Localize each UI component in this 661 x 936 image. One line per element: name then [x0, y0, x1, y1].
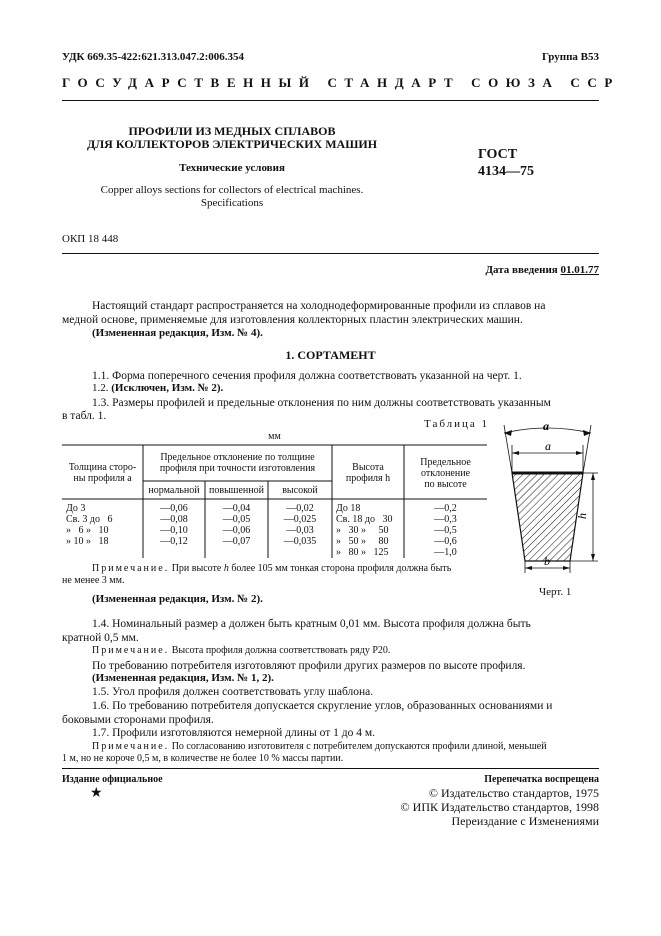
official-edition: Издание официальное: [62, 774, 163, 785]
clause-1-1: 1.1. Форма поперечного сечения профиля должна соответствовать указанной на черт. 1.: [92, 370, 522, 382]
intro-line-1: Настоящий стандарт распространяется на холоднодеформированные профили из сплавов на: [92, 300, 546, 312]
table-cell-a: » 10 » 18: [66, 536, 109, 547]
table-cell-i: —0,04: [222, 503, 251, 514]
clause-1-2-number: 1.2.: [92, 382, 109, 394]
table-cell-hd: —0,5: [434, 525, 457, 536]
table-cell-h: [268, 547, 332, 558]
table-row: [62, 536, 487, 547]
th-height-line-1: Высота: [352, 462, 384, 473]
okp-code: ОКП 18 448: [62, 233, 119, 245]
footer-divider: [62, 768, 599, 769]
table-cell-n: —0,10: [160, 525, 188, 536]
th-deviation-line-1: Предельное отклонение по толщине: [160, 452, 315, 463]
th-hdev-line-1: Предельное: [420, 457, 471, 468]
clause-1-3-line-1: 1.3. Размеры профилей и предельные отклонения по ним должны соответствовать указанным: [92, 397, 551, 409]
table-cell-hd: —0,3: [434, 514, 457, 525]
table-cell-height: » 30 » 50: [336, 525, 389, 536]
table-cell-height: » 50 » 80: [336, 536, 389, 547]
th-deviation-line-2: профиля при точности изготовления: [159, 463, 316, 474]
note-3-line-2: 1 м, но не короче 0,5 м, в количестве не более 10 % массы партии.: [62, 753, 344, 764]
note-3-text-a: По согласованию изготовителя с потребителем допускаются профили длиной, меньшей: [171, 741, 547, 752]
table-cell-i: [205, 547, 268, 558]
th-hdev-line-2: отклонение: [420, 468, 471, 479]
clause-1-5: 1.5. Угол профиля должен соответствовать углу шаблона.: [92, 686, 374, 698]
figure-caption: Черт. 1: [539, 586, 572, 598]
th-deviation: [143, 452, 332, 474]
note-2-label: Примечание.: [92, 645, 170, 656]
copyright-1998: © ИПК Издательство стандартов, 1998: [400, 800, 599, 814]
table-body: [62, 503, 487, 558]
table-cell-height: » 80 » 125: [336, 547, 389, 558]
table-cell-height: Св. 18 до 30: [336, 514, 393, 525]
title-line-2: ДЛЯ КОЛЛЕКТОРОВ ЭЛЕКТРИЧЕСКИХ МАШИН: [86, 137, 378, 151]
revision-1-2: (Измененная редакция, Изм. № 1, 2).: [92, 672, 274, 684]
th-increased: повышенной: [209, 485, 264, 496]
profile-section: [512, 473, 583, 561]
table-cell-a: » 6 » 10: [66, 525, 109, 536]
group-code: Группа В53: [541, 51, 599, 63]
table-row: [62, 514, 487, 525]
note-1-line-2: не менее 3 мм.: [62, 575, 125, 586]
table-row: [62, 547, 487, 558]
gost-label: ГОСТ: [478, 147, 518, 162]
th-thickness-line-2: ны профиля a: [73, 473, 132, 484]
note-3-label: Примечание.: [92, 741, 170, 752]
table-cell-a: До 3: [66, 503, 86, 514]
table-cell-hd: —0,2: [434, 503, 457, 514]
table-cell-hd: —0,6: [434, 536, 457, 547]
reprint-notice: Перепечатка воспрещена: [484, 774, 599, 785]
note-1-text-a: При высоте: [171, 563, 222, 574]
star-icon: ★: [90, 786, 103, 801]
request-text: По требованию потребителя изготовляют профили других размеров по высоте профиля.: [92, 660, 526, 672]
gost-number: 4134—75: [478, 164, 534, 179]
table-cell-h: —0,025: [283, 514, 317, 525]
clause-1-2-text: (Исключен, Изм. № 2).: [111, 382, 224, 394]
clause-1-6-line-1: 1.6. По требованию потребителя допускается скругление углов, образованных основаниями и: [92, 700, 553, 712]
table-unit: мм: [268, 431, 281, 442]
note-1-h: h: [223, 563, 229, 574]
revision-2: (Измененная редакция, Изм. № 2).: [92, 593, 263, 605]
english-title-1: Copper alloys sections for collectors of electrical machines.: [100, 184, 364, 196]
table-cell-hd: —1,0: [434, 547, 457, 558]
table-cell-a: Св. 3 до 6: [66, 514, 113, 525]
reissue-note: Переиздание с Изменениями: [451, 814, 599, 828]
udk-code: УДК 669.35-422:621.313.047.2:006.354: [62, 51, 244, 63]
profile-drawing: [490, 415, 615, 580]
table-cell-i: —0,06: [222, 525, 251, 536]
note-2: [92, 645, 390, 656]
english-title-2: Specifications: [200, 197, 264, 209]
table-cell-height: До 18: [336, 503, 361, 514]
dim-b: b: [544, 554, 550, 568]
table-cell-h: —0,02: [286, 503, 314, 514]
th-high: высокой: [282, 485, 318, 496]
th-normal: нормальной: [148, 485, 200, 496]
table-cell-n: [143, 547, 205, 558]
table-caption: Таблица 1: [424, 418, 490, 430]
th-thickness-line-1: Толщина сторо-: [68, 462, 137, 473]
note-2-text: Высота профиля должна соответствовать ряду Р20.: [171, 645, 391, 656]
table-cell-i: —0,07: [222, 536, 251, 547]
subtitle: Технические условия: [179, 162, 285, 174]
table-cell-h: —0,035: [283, 536, 317, 547]
copyright-1975: © Издательство стандартов, 1975: [428, 786, 599, 800]
dim-h: h: [575, 513, 589, 519]
clause-1-4-line-1: 1.4. Номинальный размер a должен быть кратным 0,01 мм. Высота профиля должна быть: [92, 618, 531, 630]
note-3-line-1: [92, 741, 547, 752]
title-line-1: ПРОФИЛИ ИЗ МЕДНЫХ СПЛАВОВ: [128, 124, 336, 138]
table-cell-n: —0,06: [160, 503, 188, 514]
table-cell-n: —0,12: [160, 536, 188, 547]
section-1-heading: 1. СОРТАМЕНТ: [285, 348, 376, 362]
th-height-line-2: профиля h: [345, 473, 391, 484]
table-cell-a: [62, 547, 143, 558]
th-height-deviation: [404, 457, 487, 490]
note-1-text-b: более 105 мм тонкая сторона профиля должна быть: [231, 563, 452, 574]
table-row: [62, 525, 487, 536]
th-hdev-line-3: по высоте: [424, 479, 467, 490]
dim-a: a: [545, 439, 551, 453]
clause-1-6-line-2: боковыми сторонами профиля.: [62, 714, 214, 726]
intro-date-label: Дата введения: [485, 264, 558, 276]
table-cell-i: —0,05: [222, 514, 251, 525]
table-cell-h: —0,03: [286, 525, 314, 536]
dim-a-top: a: [543, 419, 549, 433]
intro-date-value: 01.01.77: [560, 264, 599, 276]
note-1-line-1: [92, 563, 451, 574]
table-row: [62, 503, 487, 514]
intro-revision: (Измененная редакция, Изм. № 4).: [92, 327, 263, 339]
clause-1-4-line-2: кратной 0,5 мм.: [62, 632, 139, 644]
note-1-label: Примечание.: [92, 563, 170, 574]
state-standard-banner: ГОСУДАРСТВЕННЫЙ СТАНДАРТ СОЮЗА ССР: [62, 75, 620, 90]
clause-1-7: 1.7. Профили изготовляются немерной длины от 1 до 4 м.: [92, 727, 376, 739]
th-thickness: [62, 462, 143, 484]
intro-line-2: медной основе, применяемые для изготовления коллекторных пластин электрических машин.: [62, 314, 523, 326]
th-height: [332, 462, 404, 484]
clause-1-3-line-2: в табл. 1.: [62, 410, 107, 422]
table-cell-n: —0,08: [160, 514, 188, 525]
